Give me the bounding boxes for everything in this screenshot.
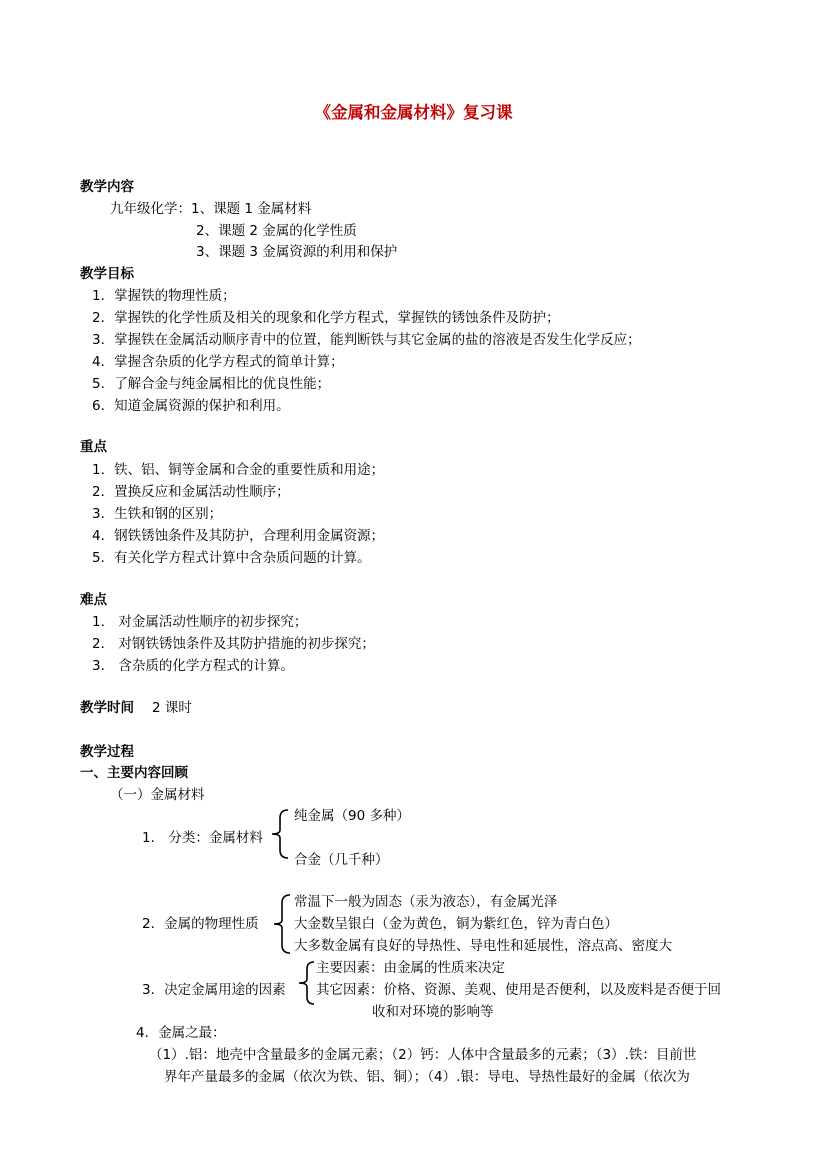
difficult-item: 1． 对金属活动性顺序的初步探究；	[92, 614, 308, 630]
classify-item: 纯金属（90 多种）	[294, 808, 410, 824]
curly-brace	[296, 960, 316, 1006]
goal-item: 6．知道金属资源的保护和利用。	[92, 398, 290, 414]
key-heading: 重点	[80, 439, 107, 455]
time-heading: 教学时间	[80, 700, 134, 716]
content-line: 3、课题 3 金属资源的利用和保护	[196, 244, 398, 260]
physical-item: 常温下一般为固态（汞为液态），有金属光泽	[294, 894, 558, 910]
physical-item: 大多数金属有良好的导热性、导电性和延展性，溶点高、密度大	[294, 938, 672, 954]
subsection-heading: （一）金属材料	[110, 787, 205, 803]
difficult-heading: 难点	[80, 592, 107, 608]
most-line: （1）.铝：地壳中含量最多的金属元素；（2）钙：人体中含量最多的元素；（3）.铁：目前世	[149, 1047, 697, 1063]
physical-label: 2．金属的物理性质	[142, 916, 259, 932]
classify-item: 合金（几千种）	[294, 852, 389, 868]
content-line: 九年级化学：1、课题 1 金属材料	[110, 201, 312, 217]
goal-item: 4．掌握含杂质的化学方程式的简单计算；	[92, 354, 344, 370]
curly-brace	[270, 893, 292, 955]
key-item: 3．生铁和钢的区别；	[92, 506, 223, 522]
time-value: 2 课时	[152, 700, 192, 716]
most-line: 界年产量最多的金属（依次为铁、铝、铜）；（4）.银：导电、导热性最好的金属（依次为	[164, 1069, 690, 1085]
goal-item: 1．掌握铁的物理性质；	[92, 288, 236, 304]
key-item: 4．钢铁锈蚀条件及其防护，合理利用金属资源；	[92, 528, 385, 544]
usage-item: 收和对环境的影响等	[372, 1004, 494, 1020]
physical-item: 大金数呈银白（金为黄色，铜为紫红色，锌为青白色）	[294, 916, 618, 932]
section-heading: 一、主要内容回顾	[80, 765, 188, 781]
curly-brace	[268, 808, 290, 860]
most-heading: 4．金属之最：	[136, 1025, 226, 1041]
goal-item: 5．了解合金与纯金属相比的优良性能；	[92, 376, 331, 392]
process-heading: 教学过程	[80, 744, 134, 760]
key-item: 2．置换反应和金属活动性顺序；	[92, 484, 290, 500]
page-title: 《金属和金属材料》复习课	[314, 103, 513, 122]
content-line: 2、课题 2 金属的化学性质	[196, 223, 357, 239]
usage-item: 其它因素：价格、资源、美观、使用是否便利，以及废料是否便于回	[316, 982, 721, 998]
difficult-item: 3． 含杂质的化学方程式的计算。	[92, 658, 294, 674]
usage-label: 3．决定金属用途的因素	[142, 982, 286, 998]
goals-heading: 教学目标	[80, 266, 134, 282]
classify-label: 1． 分类：金属材料	[142, 830, 263, 846]
key-item: 5．有关化学方程式计算中含杂质问题的计算。	[92, 550, 371, 566]
goal-item: 2．掌握铁的化学性质及相关的现象和化学方程式，掌握铁的锈蚀条件及防护；	[92, 310, 560, 326]
goal-item: 3．掌握铁在金属活动顺序青中的位置，能判断铁与其它金属的盐的溶液是否发生化学反应；	[92, 332, 641, 348]
content-heading: 教学内容	[80, 179, 134, 195]
key-item: 1．铁、铝、铜等金属和合金的重要性质和用途；	[92, 462, 385, 478]
difficult-item: 2． 对钢铁锈蚀条件及其防护措施的初步探究；	[92, 636, 375, 652]
usage-item: 主要因素：由金属的性质来决定	[316, 960, 505, 976]
